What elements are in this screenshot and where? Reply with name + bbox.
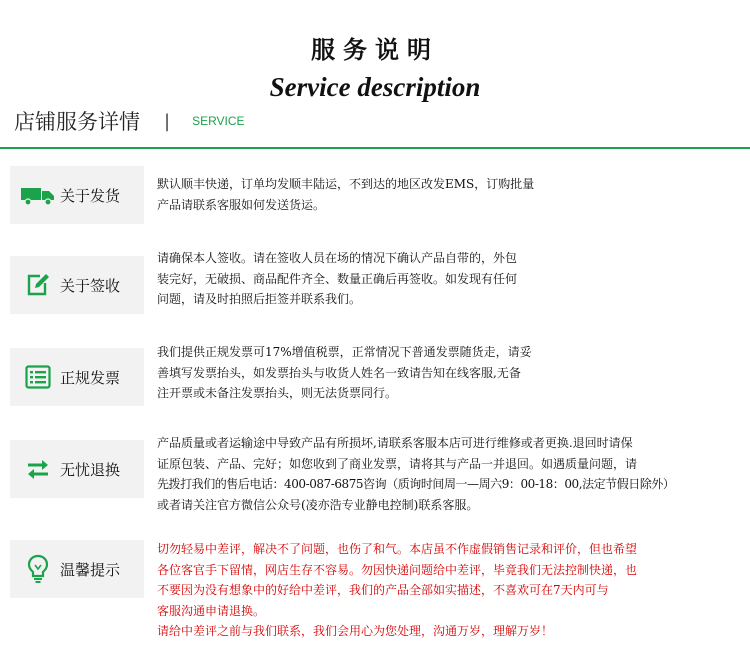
- description-line: 不要因为没有想象中的好给中差评，我们的产品全部如实描述，不喜欢可在7天内可与: [157, 583, 609, 597]
- section-title: 店铺服务详情: [14, 110, 140, 134]
- service-label-invoice: [10, 348, 144, 406]
- section-separator: |: [164, 110, 171, 132]
- service-label-receiving: [10, 256, 144, 314]
- section-tag: SERVICE: [192, 114, 245, 128]
- service-label-text: 关于发货: [60, 186, 121, 205]
- page-title-cn: 服务说明: [311, 35, 439, 64]
- truck-icon: [20, 166, 56, 224]
- service-label-text: 正规发票: [60, 368, 121, 387]
- service-description: [157, 539, 749, 642]
- exchange-icon: [20, 440, 56, 498]
- description-line: 各位客官手下留情，网店生存不容易。勿因快递问题给中差评，毕竟我们无法控制快递，也: [157, 562, 638, 577]
- service-description: [157, 248, 749, 310]
- description-line: 善填写发票抬头，如发票抬头与收货人姓名一致请告知在线客服,无备: [157, 365, 521, 380]
- description-line: 或者请关注官方微信公众号(凌亦浩专业静电控制)联系客服。: [157, 497, 479, 512]
- service-description: [157, 342, 749, 404]
- list-icon: [20, 348, 56, 406]
- description-line: 客服沟通申请退换。: [157, 603, 266, 618]
- description-line: 证原包装、产品、完好；如您收到了商业发票，请将其与产品一并退回。如遇质量问题，请: [157, 456, 638, 471]
- edit-icon: [20, 256, 56, 314]
- service-description: [157, 433, 749, 515]
- service-label-shipping: [10, 166, 144, 224]
- description-line: 请确保本人签收。请在签收人员在场的情况下确认产品自带的，外包: [157, 251, 518, 265]
- service-description: [157, 174, 749, 215]
- page-title-en: Service description: [269, 72, 481, 102]
- service-label-returns: [10, 440, 144, 498]
- description-line: 先拨打我们的售后电话：400-087-6875咨询（质询时间周一—周六9：00-18：00,法定节假日除外）: [157, 477, 675, 491]
- service-label-text: 关于签收: [60, 276, 121, 295]
- service-label-text: 无忧退换: [60, 460, 121, 479]
- description-line: 产品请联系客服如何发送货运。: [157, 197, 326, 212]
- lightbulb-icon: [20, 540, 56, 598]
- description-line: 我们提供正规发票可17%增值税票，正常情况下普通发票随货走，请妥: [157, 345, 532, 359]
- section-divider: [0, 147, 750, 149]
- description-line: 产品质量或者运输途中导致产品有所损坏,请联系客服本店可进行维修或者更换.退回时请保: [157, 436, 633, 450]
- description-line: 切勿轻易中差评，解决不了问题，也伤了和气。本店虽不作虚假销售记录和评价，但也希望: [157, 542, 638, 556]
- description-line: 默认顺丰快递，订单均发顺丰陆运，不到达的地区改发EMS，订购批量: [157, 177, 535, 191]
- description-line: 请给中差评之前与我们联系，我们会用心为您处理，沟通万岁，理解万岁！: [157, 624, 554, 638]
- description-line: 装完好，无破损、商品配件齐全、数量正确后再签收。如发现有任何: [157, 271, 518, 286]
- description-line: 问题，请及时拍照后拒签并联系我们。: [157, 292, 362, 306]
- section-header: [14, 106, 245, 136]
- service-label-text: 温馨提示: [60, 560, 121, 579]
- description-line: 注开票或未备注发票抬头，则无法货票同行。: [157, 386, 398, 400]
- service-label-tips: [10, 540, 144, 598]
